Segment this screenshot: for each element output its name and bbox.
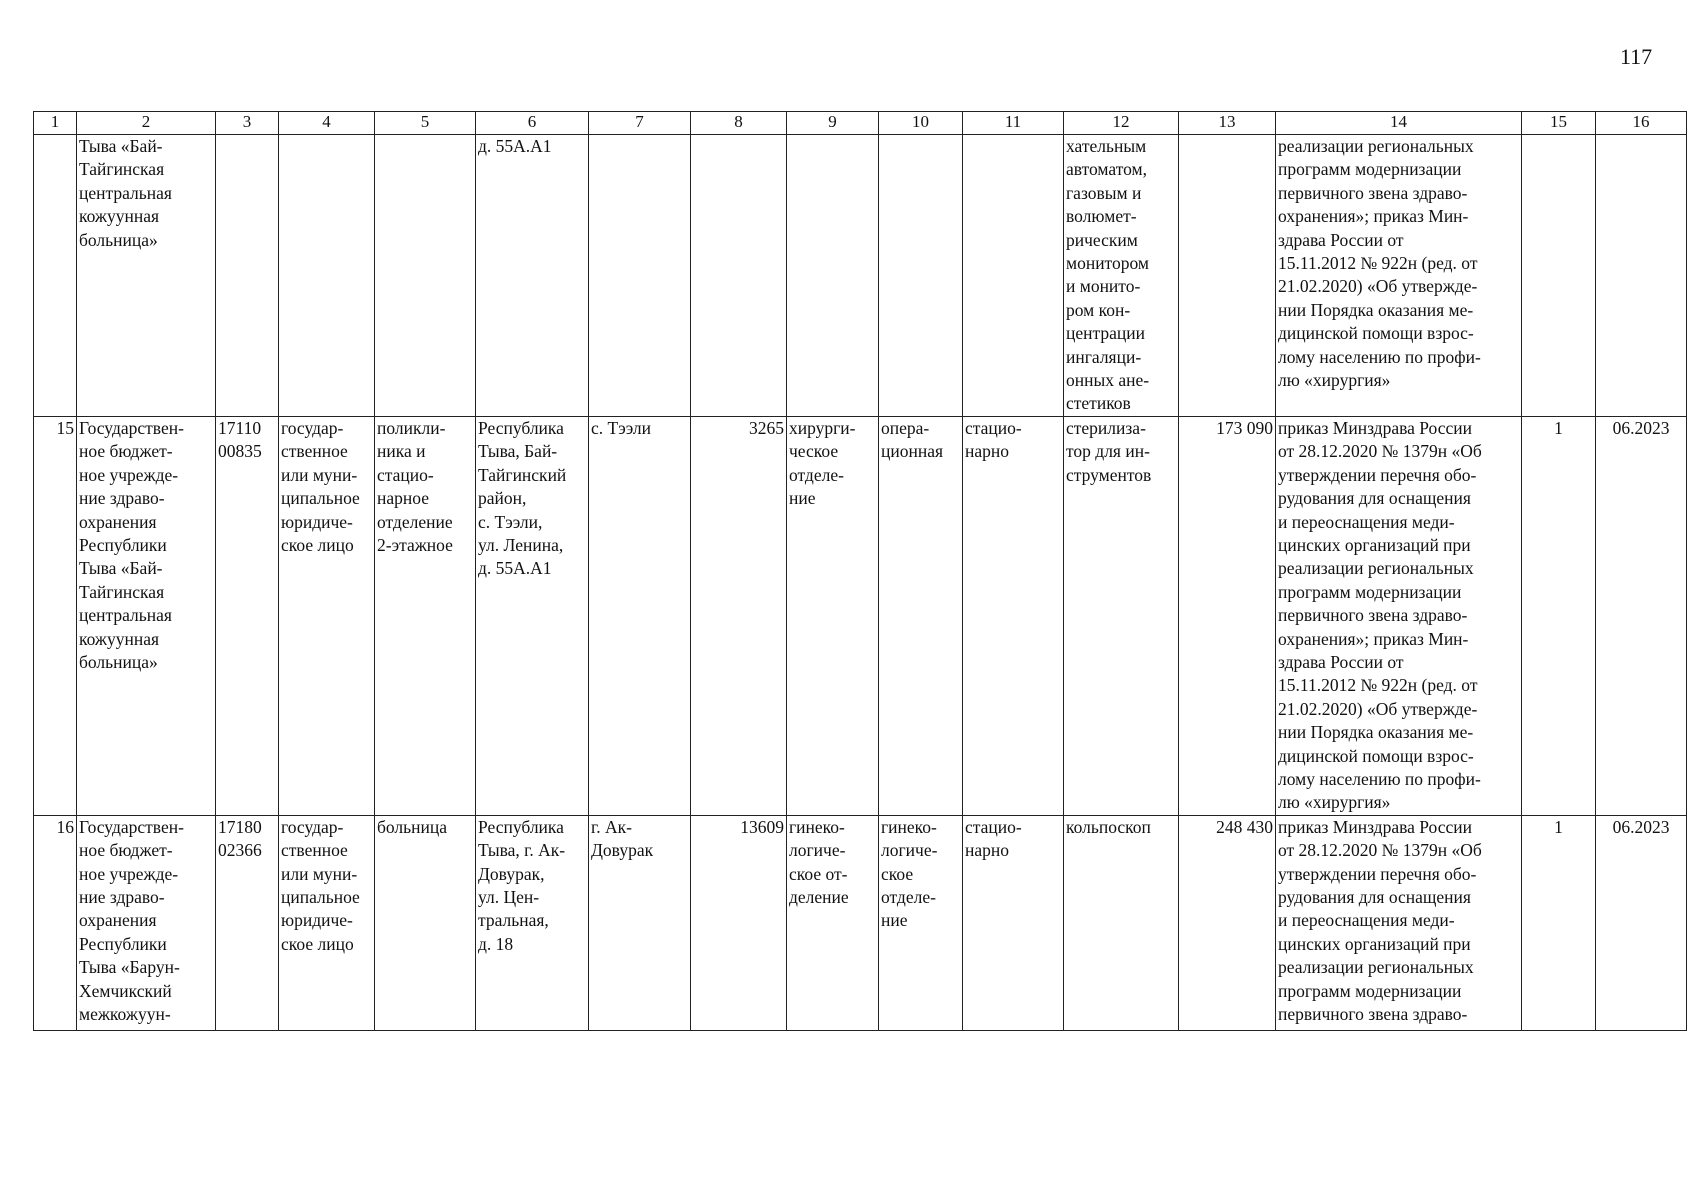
building-type-cell: больница	[375, 815, 476, 1030]
header-cell: 3	[216, 112, 279, 135]
equipment-cell: кольпоскоп	[1064, 815, 1179, 1030]
oktmo-code-cell: 17180 02366	[216, 815, 279, 1030]
address-cell: д. 55А.А1	[476, 135, 589, 417]
legal-form-cell: государ- ственное или муни- ципальное юридиче- ское лицо	[279, 416, 375, 815]
header-cell: 1	[34, 112, 77, 135]
unit-cell: опера- ционная	[879, 416, 963, 815]
organization-name-cell: Государствен- ное бюджет- ное учрежде- ние здраво- охранения Республики Тыва «Барун- Хемчикский межкожуун-	[77, 815, 216, 1030]
quantity-cell	[1522, 135, 1596, 417]
header-cell: 15	[1522, 112, 1596, 135]
date-cell	[1596, 135, 1687, 417]
row-number-cell	[34, 135, 77, 417]
department-cell	[787, 135, 879, 417]
equipment-cell: хательным автоматом, газовым и волюмет- рическим монитором и монито- ром кон- центрации ингаляци- онных ане- стетиков	[1064, 135, 1179, 417]
table-row	[34, 815, 1687, 1030]
header-cell: 14	[1276, 112, 1522, 135]
population-cell	[691, 135, 787, 417]
building-type-cell	[375, 135, 476, 417]
population-cell: 3265	[691, 416, 787, 815]
organization-name-cell: Государствен- ное бюджет- ное учрежде- ние здраво- охранения Республики Тыва «Бай- Тайгинская центральная кожуунная больница»	[77, 416, 216, 815]
row-number-cell: 16	[34, 815, 77, 1030]
legal-form-cell: государ- ственное или муни- ципальное юридиче- ское лицо	[279, 815, 375, 1030]
header-cell: 9	[787, 112, 879, 135]
header-cell: 10	[879, 112, 963, 135]
department-cell: гинеко- логиче- ское от- деление	[787, 815, 879, 1030]
header-cell: 4	[279, 112, 375, 135]
header-cell: 7	[589, 112, 691, 135]
address-cell: Республика Тыва, Бай- Тайгинский район, с. Тээли, ул. Ленина, д. 55А.А1	[476, 416, 589, 815]
header-cell: 12	[1064, 112, 1179, 135]
population-cell: 13609	[691, 815, 787, 1030]
department-cell: хирурги- ческое отделе- ние	[787, 416, 879, 815]
care-form-cell: стацио- нарно	[963, 815, 1064, 1030]
header-cell: 13	[1179, 112, 1276, 135]
cost-cell: 173 090	[1179, 416, 1276, 815]
building-type-cell: поликли- ника и стацио- нарное отделение 2-этажное	[375, 416, 476, 815]
equipment-cell: стерилиза- тор для ин- струментов	[1064, 416, 1179, 815]
legal-basis-cell: реализации региональных программ модернизации первичного звена здраво- охранения»; приказ Мин- здрава России от 15.11.2012 № 922н (ред. от 21.02.2020) «Об утвержде- нии Порядка оказания ме- дицинской помощи взрос- лому населению по профи- лю «хирургия»	[1276, 135, 1522, 417]
header-row	[34, 112, 1687, 135]
settlement-cell	[589, 135, 691, 417]
settlement-cell: с. Тээли	[589, 416, 691, 815]
care-form-cell: стацио- нарно	[963, 416, 1064, 815]
header-cell: 16	[1596, 112, 1687, 135]
header-cell: 2	[77, 112, 216, 135]
legal-form-cell	[279, 135, 375, 417]
header-cell: 5	[375, 112, 476, 135]
oktmo-code-cell	[216, 135, 279, 417]
care-form-cell	[963, 135, 1064, 417]
organization-name-cell: Тыва «Бай- Тайгинская центральная кожуунная больница»	[77, 135, 216, 417]
quantity-cell: 1	[1522, 815, 1596, 1030]
cost-cell	[1179, 135, 1276, 417]
unit-cell: гинеко- логиче- ское отделе- ние	[879, 815, 963, 1030]
address-cell: Республика Тыва, г. Ак- Довурак, ул. Цен- тральная, д. 18	[476, 815, 589, 1030]
equipment-table	[33, 111, 1687, 1031]
page-number: 117	[1620, 44, 1653, 69]
oktmo-code-cell: 17110 00835	[216, 416, 279, 815]
date-cell: 06.2023	[1596, 416, 1687, 815]
date-cell: 06.2023	[1596, 815, 1687, 1030]
table-row	[34, 416, 1687, 815]
header-cell: 11	[963, 112, 1064, 135]
cost-cell: 248 430	[1179, 815, 1276, 1030]
legal-basis-cell: приказ Минздрава России от 28.12.2020 № 1379н «Об утверждении перечня обо- рудования для оснащения и переоснащения меди- цинских организаций при реализации региональных программ модернизации первичного звена здраво-	[1276, 815, 1522, 1030]
legal-basis-cell: приказ Минздрава России от 28.12.2020 № 1379н «Об утверждении перечня обо- рудования для оснащения и переоснащения меди- цинских организаций при реализации региональных программ модернизации первичного звена здраво- охранения»; приказ Мин- здрава России от 15.11.2012 № 922н (ред. от 21.02.2020) «Об утвержде- нии Порядка оказания ме- дицинской помощи взрос- лому населению по профи- лю «хирургия»	[1276, 416, 1522, 815]
unit-cell	[879, 135, 963, 417]
header-cell: 6	[476, 112, 589, 135]
quantity-cell: 1	[1522, 416, 1596, 815]
row-number-cell: 15	[34, 416, 77, 815]
header-cell: 8	[691, 112, 787, 135]
settlement-cell: г. Ак- Довурак	[589, 815, 691, 1030]
table-row	[34, 135, 1687, 417]
